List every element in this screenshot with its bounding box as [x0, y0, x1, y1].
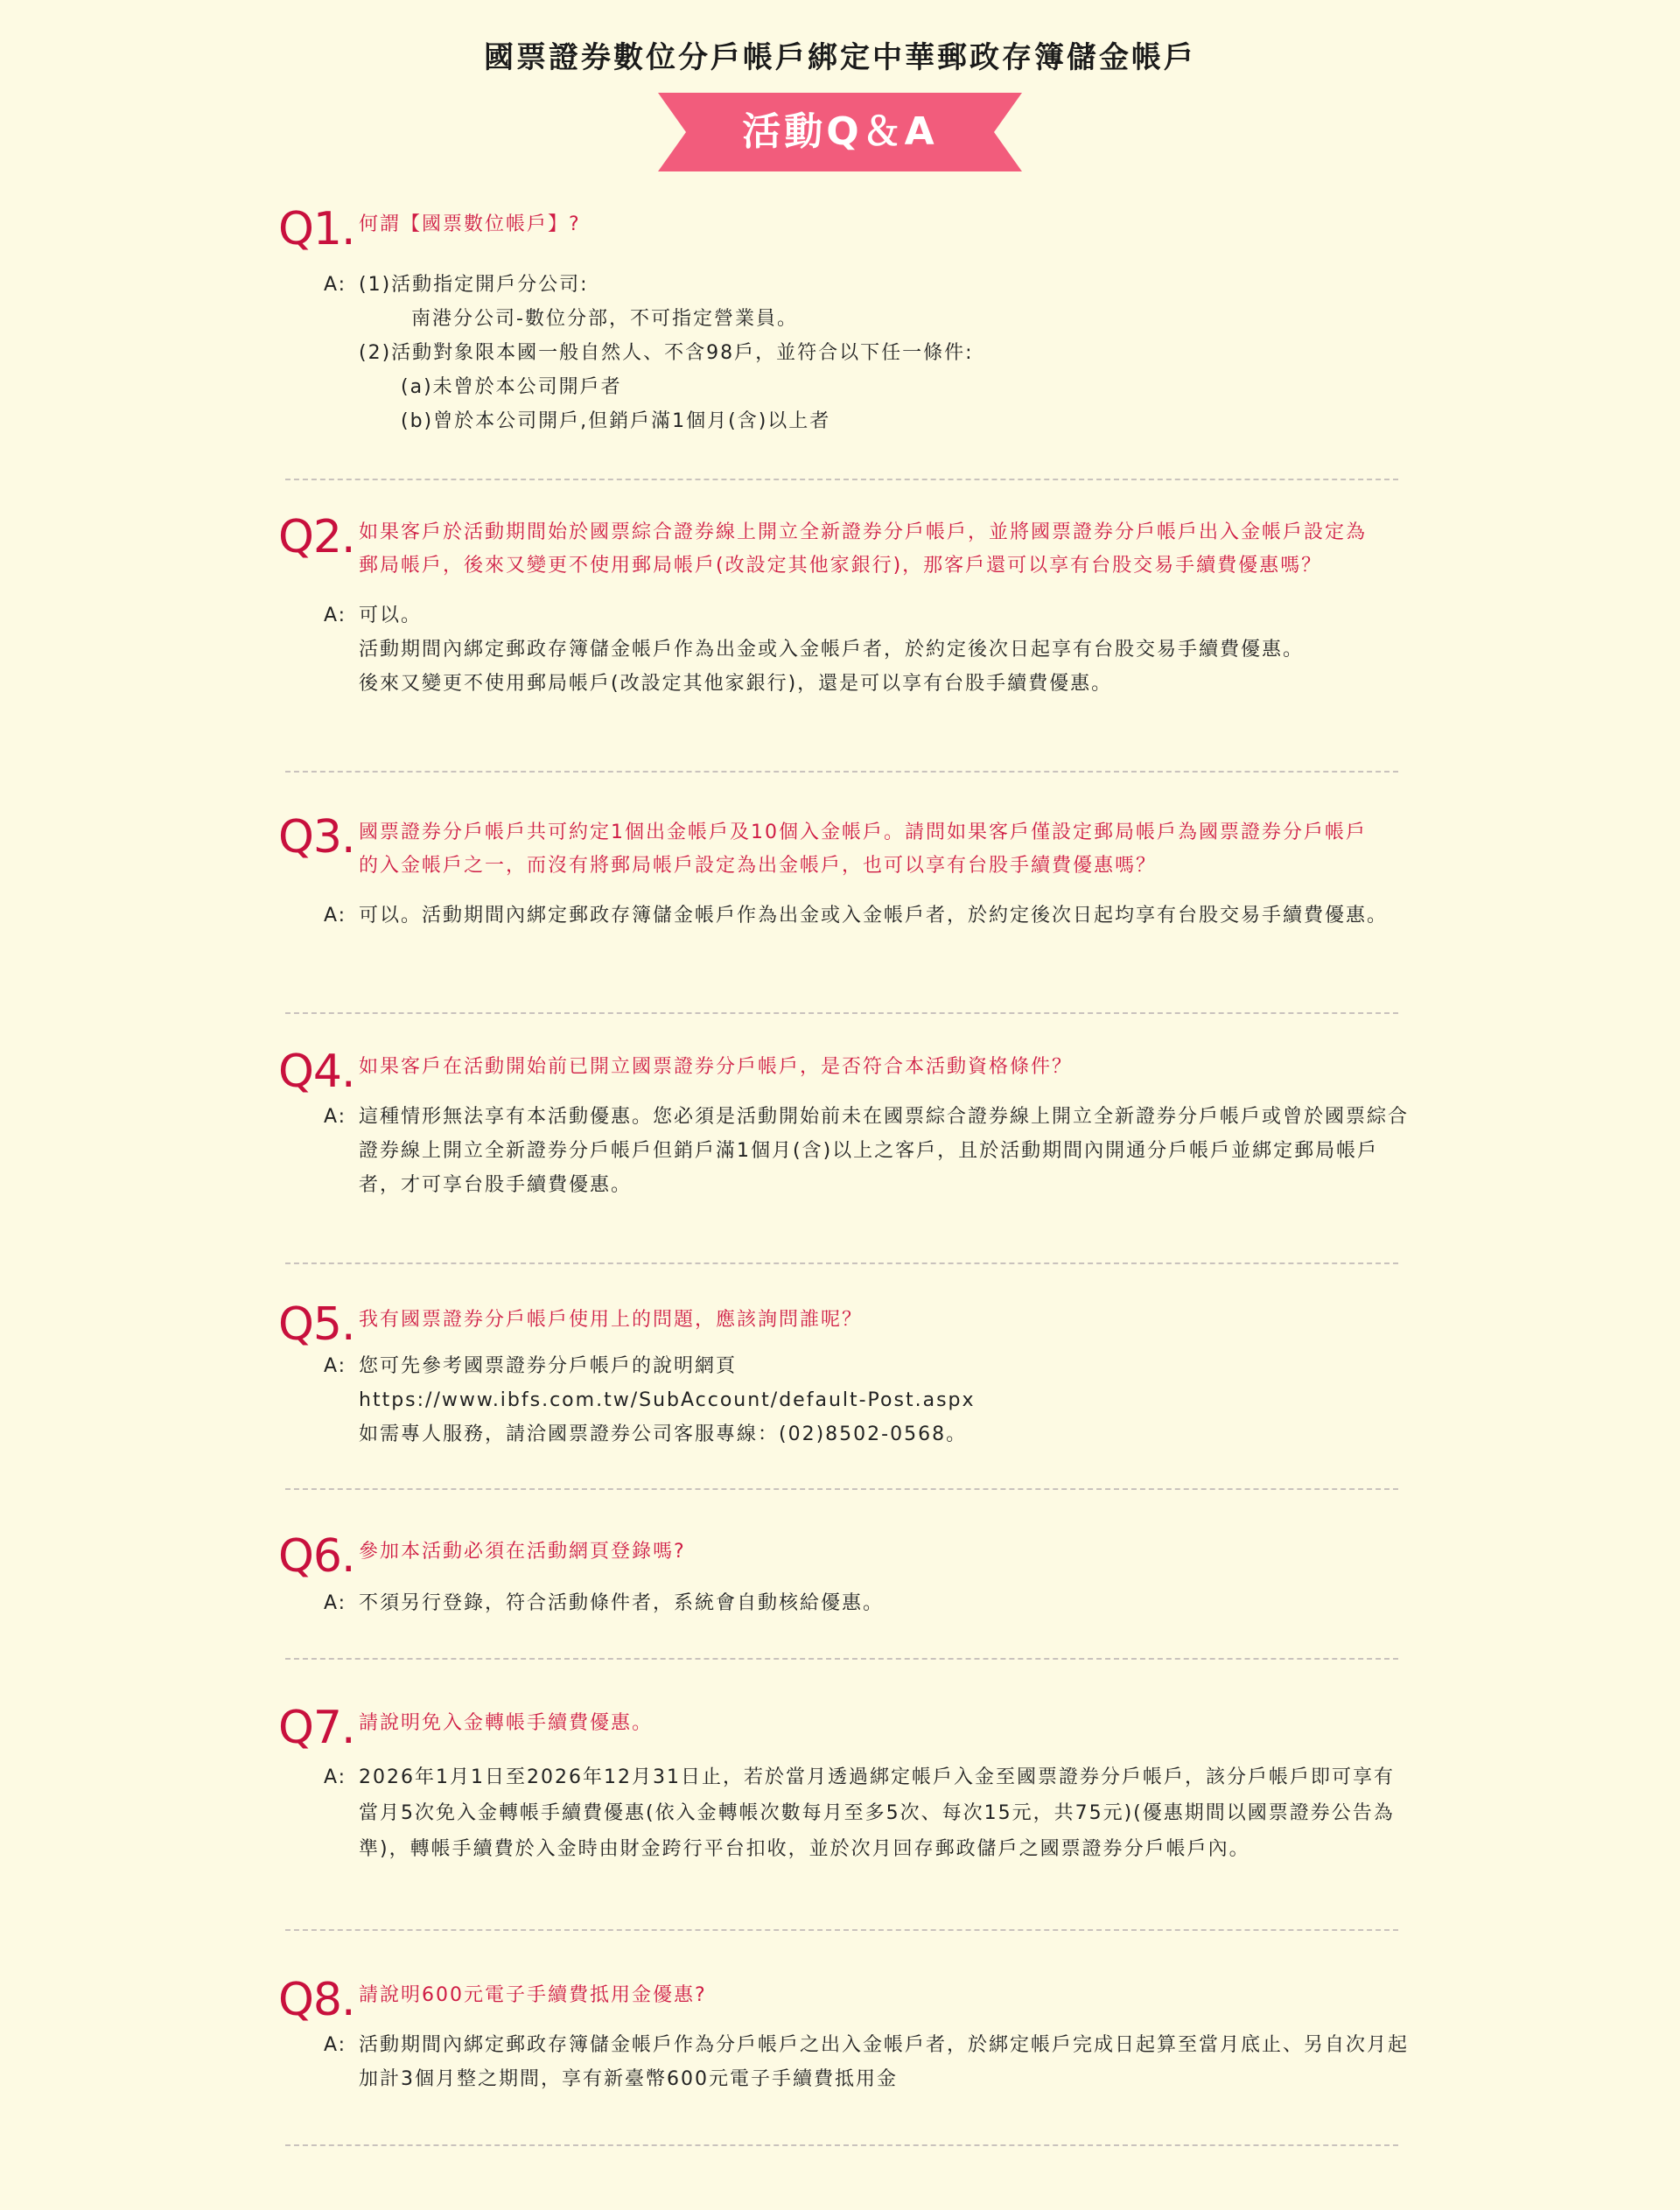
answer-body	[359, 598, 1409, 701]
question-row	[278, 811, 1407, 883]
answer-line: 可以。	[359, 605, 423, 626]
divider	[285, 1012, 1398, 1014]
divider	[285, 1929, 1398, 1931]
answer-body: 不須另行登錄，符合活動條件者，系統會自動核給優惠。	[359, 1592, 885, 1614]
question-row	[278, 203, 1407, 255]
question-number: Q1.	[278, 203, 355, 255]
question-row	[278, 511, 1407, 583]
question-row	[278, 1298, 1407, 1351]
divider	[285, 2144, 1398, 2146]
answer-block	[324, 598, 1407, 701]
answer-label: A:	[324, 905, 347, 927]
question-row	[278, 1702, 1407, 1754]
question-text: 我有國票證券分戶帳戶使用上的問題，應該詢問誰呢？	[359, 1309, 864, 1331]
question-number: Q4.	[278, 1046, 355, 1098]
answer-block	[324, 1100, 1410, 1202]
qa-item	[278, 1530, 1407, 1620]
answer-block	[324, 1759, 1407, 1867]
qa-item	[278, 203, 1407, 438]
answer-body	[359, 268, 1409, 438]
answer-line: (2)活動對象限本國一般自然人、不含98戶，並符合以下任一條件:	[359, 342, 974, 364]
question-row	[278, 1530, 1407, 1583]
answer-label: A:	[324, 1106, 347, 1128]
answer-block	[324, 2028, 1410, 2096]
answer-line: (1)活動指定開戶分公司:	[359, 274, 589, 296]
question-text: 如果客戶在活動開始前已開立國票證券分戶帳戶，是否符合本活動資格條件？	[359, 1056, 1074, 1078]
answer-line: (b)曾於本公司開戶,但銷戶滿1個月(含)以上者	[401, 410, 831, 432]
qa-item	[278, 511, 1407, 701]
answer-label: A:	[324, 1592, 347, 1614]
question-text: 請說明免入金轉帳手續費優惠。	[359, 1712, 654, 1734]
answer-block	[324, 268, 1407, 438]
page-title: 國票證券數位分戶帳戶綁定中華郵政存簿儲金帳戶	[484, 40, 1196, 75]
answer-label: A:	[324, 605, 347, 626]
answer-block	[324, 899, 1407, 933]
answer-block	[324, 1586, 1407, 1620]
question-number: Q7.	[278, 1702, 355, 1754]
answer-body: 這種情形無法享有本活動優惠。您必須是活動開始前未在國票綜合證券線上開立全新證券分戶帳戶或曾於國票綜合證券線上開立全新證券分戶帳戶但銷戶滿1個月(含)以上之客戶，且於活動期間內開通分戶帳戶並綁定郵局帳戶者，才可享台股手續費優惠。	[359, 1106, 1410, 1196]
question-number: Q2.	[278, 511, 355, 563]
help-page-link[interactable]: https://www.ibfs.com.tw/SubAccount/default-Post.aspx	[359, 1389, 976, 1411]
question-row	[278, 1046, 1407, 1098]
answer-label: A:	[324, 274, 347, 296]
answer-block	[324, 1349, 1407, 1451]
answer-body	[359, 1349, 1409, 1451]
answer-label: A:	[324, 1355, 347, 1377]
question-text: 請說明600元電子手續費抵用金優惠?	[359, 1984, 707, 2006]
question-number: Q5.	[278, 1298, 355, 1351]
question-number: Q8.	[278, 1974, 355, 2026]
answer-body: 2026年1月1日至2026年12月31日止，若於當月透過綁定帳戶入金至國票證券分戶帳戶，該分戶帳戶即可享有當月5次免入金轉帳手續費優惠(依入金轉帳次數每月至多5次、每次15元，共75元)(優惠期間以國票證券公告為準)，轉帳手續費於入金時由財金跨行平台扣收，並於次月回存郵政儲戶之國票證券分戶帳戶內。	[359, 1766, 1395, 1860]
answer-line: 您可先參考國票證券分戶帳戶的說明網頁	[359, 1355, 738, 1377]
qa-item	[278, 1702, 1407, 1867]
answer-line: 如需專人服務，請洽國票證券公司客服專線：(02)8502-0568。	[359, 1423, 968, 1445]
question-row	[278, 1974, 1407, 2026]
question-number: Q3.	[278, 811, 355, 864]
divider	[285, 479, 1398, 480]
answer-label: A:	[324, 1766, 347, 1788]
ribbon-label: 活動Q＆A	[742, 109, 938, 154]
question-text: 何謂【國票數位帳戶】?	[359, 213, 581, 235]
answer-body: 活動期間內綁定郵政存簿儲金帳戶作為分戶帳戶之出入金帳戶者，於綁定帳戶完成日起算至當月底止、另自次月起加計3個月整之期間，享有新臺幣600元電子手續費抵用金	[359, 2034, 1410, 2090]
question-text: 參加本活動必須在活動網頁登錄嗎?	[359, 1541, 686, 1563]
answer-line: (a)未曾於本公司開戶者	[401, 376, 622, 398]
qa-ribbon-banner	[658, 93, 1022, 171]
qa-item	[278, 1974, 1410, 2096]
divider	[285, 1488, 1398, 1490]
question-text: 如果客戶於活動期間始於國票綜合證券線上開立全新證券分戶帳戶，並將國票證券分戶帳戶出入金帳戶設定為郵局帳戶，後來又變更不使用郵局帳戶(改設定其他家銀行)，那客戶還可以享有台股交易手續費優惠嗎？	[359, 521, 1368, 577]
qa-item	[278, 811, 1407, 933]
question-number: Q6.	[278, 1530, 355, 1583]
qa-item	[278, 1046, 1410, 1202]
qa-item	[278, 1298, 1407, 1451]
answer-line: 南港分公司-數位分部，不可指定營業員。	[411, 308, 798, 330]
answer-label: A:	[324, 2034, 347, 2056]
divider	[285, 771, 1398, 773]
divider	[285, 1658, 1398, 1660]
answer-line: 活動期間內綁定郵政存簿儲金帳戶作為出金或入金帳戶者，於約定後次日起享有台股交易手續費優惠。	[359, 639, 1305, 661]
answer-body: 可以。活動期間內綁定郵政存簿儲金帳戶作為出金或入金帳戶者，於約定後次日起均享有台股交易手續費優惠。	[359, 905, 1389, 927]
answer-line: 後來又變更不使用郵局帳戶(改設定其他家銀行)，還是可以享有台股手續費優惠。	[359, 673, 1113, 695]
divider	[285, 1262, 1398, 1264]
question-text: 國票證券分戶帳戶共可約定1個出金帳戶及10個入金帳戶。請問如果客戶僅設定郵局帳戶為國票證券分戶帳戶的入金帳戶之一，而沒有將郵局帳戶設定為出金帳戶，也可以享有台股手續費優惠嗎？	[359, 822, 1367, 877]
